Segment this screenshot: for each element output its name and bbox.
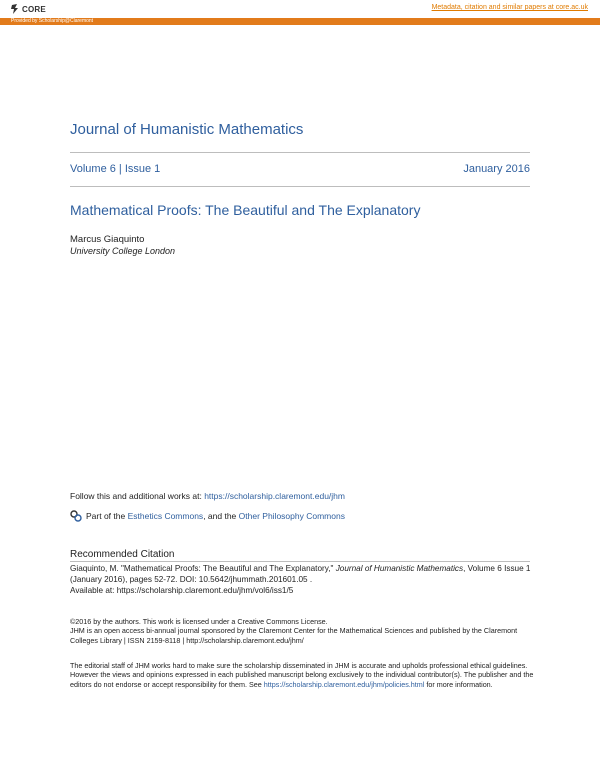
part-of-middle: , and the (203, 511, 237, 521)
part-of-line (70, 510, 345, 522)
core-logo-text: CORE (22, 4, 46, 14)
citation-part2: , Volume 6 Issue 1 (January 2016), pages 52-72. DOI: 10.5642/jhummath.201601.05 . (70, 564, 531, 584)
part-of-prefix: Part of the (86, 511, 126, 521)
divider-bottom (70, 186, 530, 187)
core-logo[interactable] (10, 3, 46, 15)
author-affiliation: University College London (70, 246, 176, 256)
network-icon (70, 510, 82, 522)
issue-date: January 2016 (463, 163, 530, 175)
policy-block (70, 661, 540, 689)
article-title[interactable]: Mathematical Proofs: The Beautiful and The Explanatory (70, 202, 421, 218)
license-block (70, 617, 540, 645)
citation-journal: Journal of Humanistic Mathematics (335, 564, 464, 573)
citation-divider (70, 561, 530, 562)
core-header (0, 0, 600, 18)
policy-link[interactable]: https://scholarship.claremont.edu/jhm/policies.html (263, 679, 425, 689)
other-philosophy-commons-link[interactable]: Other Philosophy Commons (238, 511, 345, 521)
volume-issue[interactable]: Volume 6 | Issue 1 (70, 163, 161, 175)
follow-prefix: Follow this and additional works at: (70, 491, 205, 501)
esthetics-commons-link[interactable]: Esthetics Commons (127, 511, 204, 521)
follow-line (70, 491, 345, 501)
citation-available: Available at: https://scholarship.claremont.edu/jhm/vol6/iss1/5 (70, 586, 294, 595)
citation-text (70, 563, 540, 596)
citation-part1: Giaquinto, M. "Mathematical Proofs: The Beautiful and The Explanatory," (70, 564, 336, 573)
divider-top (70, 152, 530, 153)
license-line: ©2016 by the authors. This work is licensed under a Creative Commons License. (70, 617, 328, 626)
journal-title[interactable]: Journal of Humanistic Mathematics (70, 121, 304, 138)
recommended-citation-heading: Recommended Citation (70, 549, 175, 560)
follow-link[interactable]: https://scholarship.claremont.edu/jhm (204, 491, 345, 501)
policy-text: The editorial staff of JHM works hard to make sure the scholarship disseminated in JHM is accurate and upholds professional ethical guidelines. However the views and opinions expressed in each published manuscript belong exclusively to the individual contributor(s). The publisher and the editors do not endorse or accept responsibility for them. See (70, 661, 534, 689)
policy-suffix: for more information. (424, 679, 493, 689)
author-name: Marcus Giaquinto (70, 234, 145, 245)
journal-info-line: JHM is an open access bi-annual journal sponsored by the Claremont Center for the Mathematical Sciences and published by the Claremont Colleges Library | ISSN 2159-8118 | http://scholarship.claremont.edu/jhm/ (70, 626, 518, 645)
core-logo-icon (10, 3, 20, 15)
metadata-link[interactable]: Metadata, citation and similar papers at core.ac.uk (431, 4, 588, 11)
provided-by-text[interactable]: Provided by Scholarship@Claremont (11, 18, 94, 24)
